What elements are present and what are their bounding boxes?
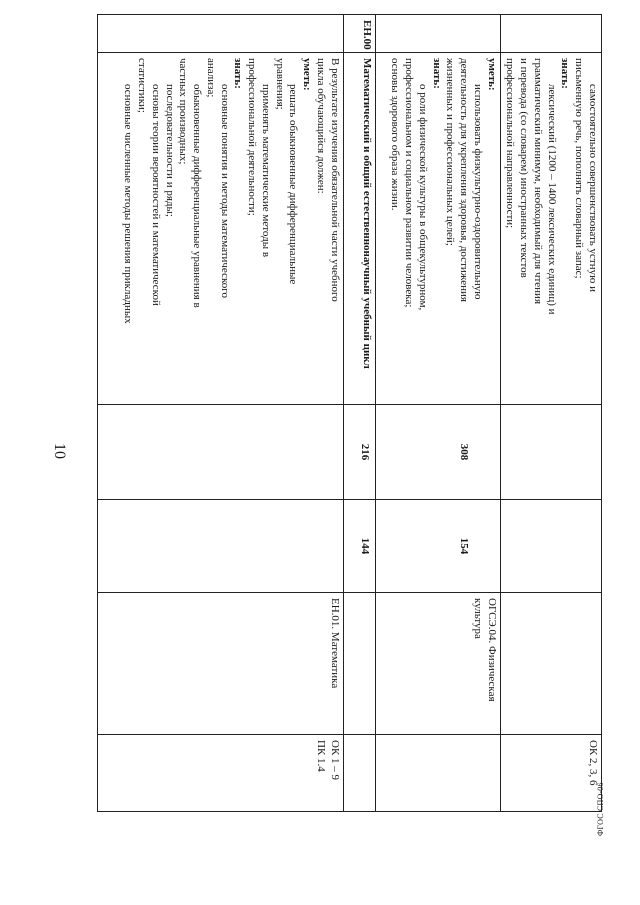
page-number: 10 [51,443,68,459]
description-cell [98,53,344,405]
text-line: о роли физической культуры в общекультурном, [417,84,429,311]
competences-cell: ОК 2, 3, 6 [500,735,601,812]
table-row [98,15,344,812]
description-cell [500,53,601,405]
code-cell [375,15,500,53]
hours-cell [98,500,344,593]
competences-cell [98,735,344,812]
competences-cell [375,735,500,812]
text-line: анализа; [205,58,217,98]
hours-cell: 144 [343,500,375,593]
text-line: уметь: [301,58,314,91]
text-line: деятельность для укрепления здоровья, достижения [458,58,471,302]
competence-line: ПК 1.4 [315,740,327,772]
hours-cell: 154 [375,500,500,593]
text-line: грамматический минимум, необходимый для чтения [532,58,544,305]
discipline-cell: ОГСЭ.04. Физическая культура [375,593,500,735]
text-line: и перевода (со словарем) иностранных текстов [518,58,531,278]
footer-code: ФГОС СПО-06 [596,782,605,836]
text-line: частных производных; [177,58,190,165]
max-load-cell [98,405,344,500]
table-row [375,15,500,812]
discipline-cell: ЕН.01. Математика [98,593,344,735]
text-line: основные понятия и методы математического [218,84,231,298]
text-line: знать: [559,58,572,89]
text-line: использовать физкультурно-оздоровительную [472,84,484,300]
text-line: статистики; [136,58,149,113]
rotated-page [97,14,640,786]
text-line: основные численные методы решения прикладных [122,84,135,324]
text-line: основы теории вероятностей и математической [150,84,162,306]
description-cell [375,53,500,405]
max-load-cell: 216 [343,405,375,500]
text-line: решать обыкновенные дифференциальные [287,84,300,285]
curriculum-table [97,14,602,812]
text-line: письменную речь, пополнять словарный запас; [573,58,586,279]
text-line: жизненных и профессиональных целей; [444,58,457,246]
cycle-code-cell: ЕН.00 [343,15,375,53]
discipline-cell [500,593,601,735]
discipline-cell [343,593,375,735]
text-line: лексический (1200 – 1400 лексических единиц) и [545,84,558,315]
max-load-cell: 308 [375,405,500,500]
competence-line: ОК 1 – 9 [328,740,341,781]
table-row [500,15,601,812]
code-cell [98,15,344,53]
text-line: знать: [430,58,443,89]
text-line: профессиональной направленности; [504,58,517,229]
text-line: профессиональном и социальном развитии человека; [403,58,416,308]
text-line: применять математические методы в [260,84,272,258]
text-line: В результате изучения обязательной части учебного [328,58,341,302]
max-load-cell [500,405,601,500]
text-line: профессиональной деятельности; [246,58,259,216]
hours-cell [500,500,601,593]
text-line: последовательности и ряды; [163,84,176,217]
text-line: основы здорового образа жизни. [389,58,402,211]
table-row [343,15,375,812]
competences-cell [343,735,375,812]
text-line: знать: [232,58,245,89]
text-line: самостоятельно совершенствовать устную и [587,84,599,292]
text-line: уравнения; [273,58,286,110]
text-line: обыкновенные дифференциальные уравнения в [191,84,204,308]
text-line: уметь: [485,58,498,91]
cycle-title-cell: Математический и общий естественнонаучный учебный цикл [343,53,375,405]
code-cell [500,15,601,53]
text-line: цикла обучающийся должен: [315,58,327,194]
